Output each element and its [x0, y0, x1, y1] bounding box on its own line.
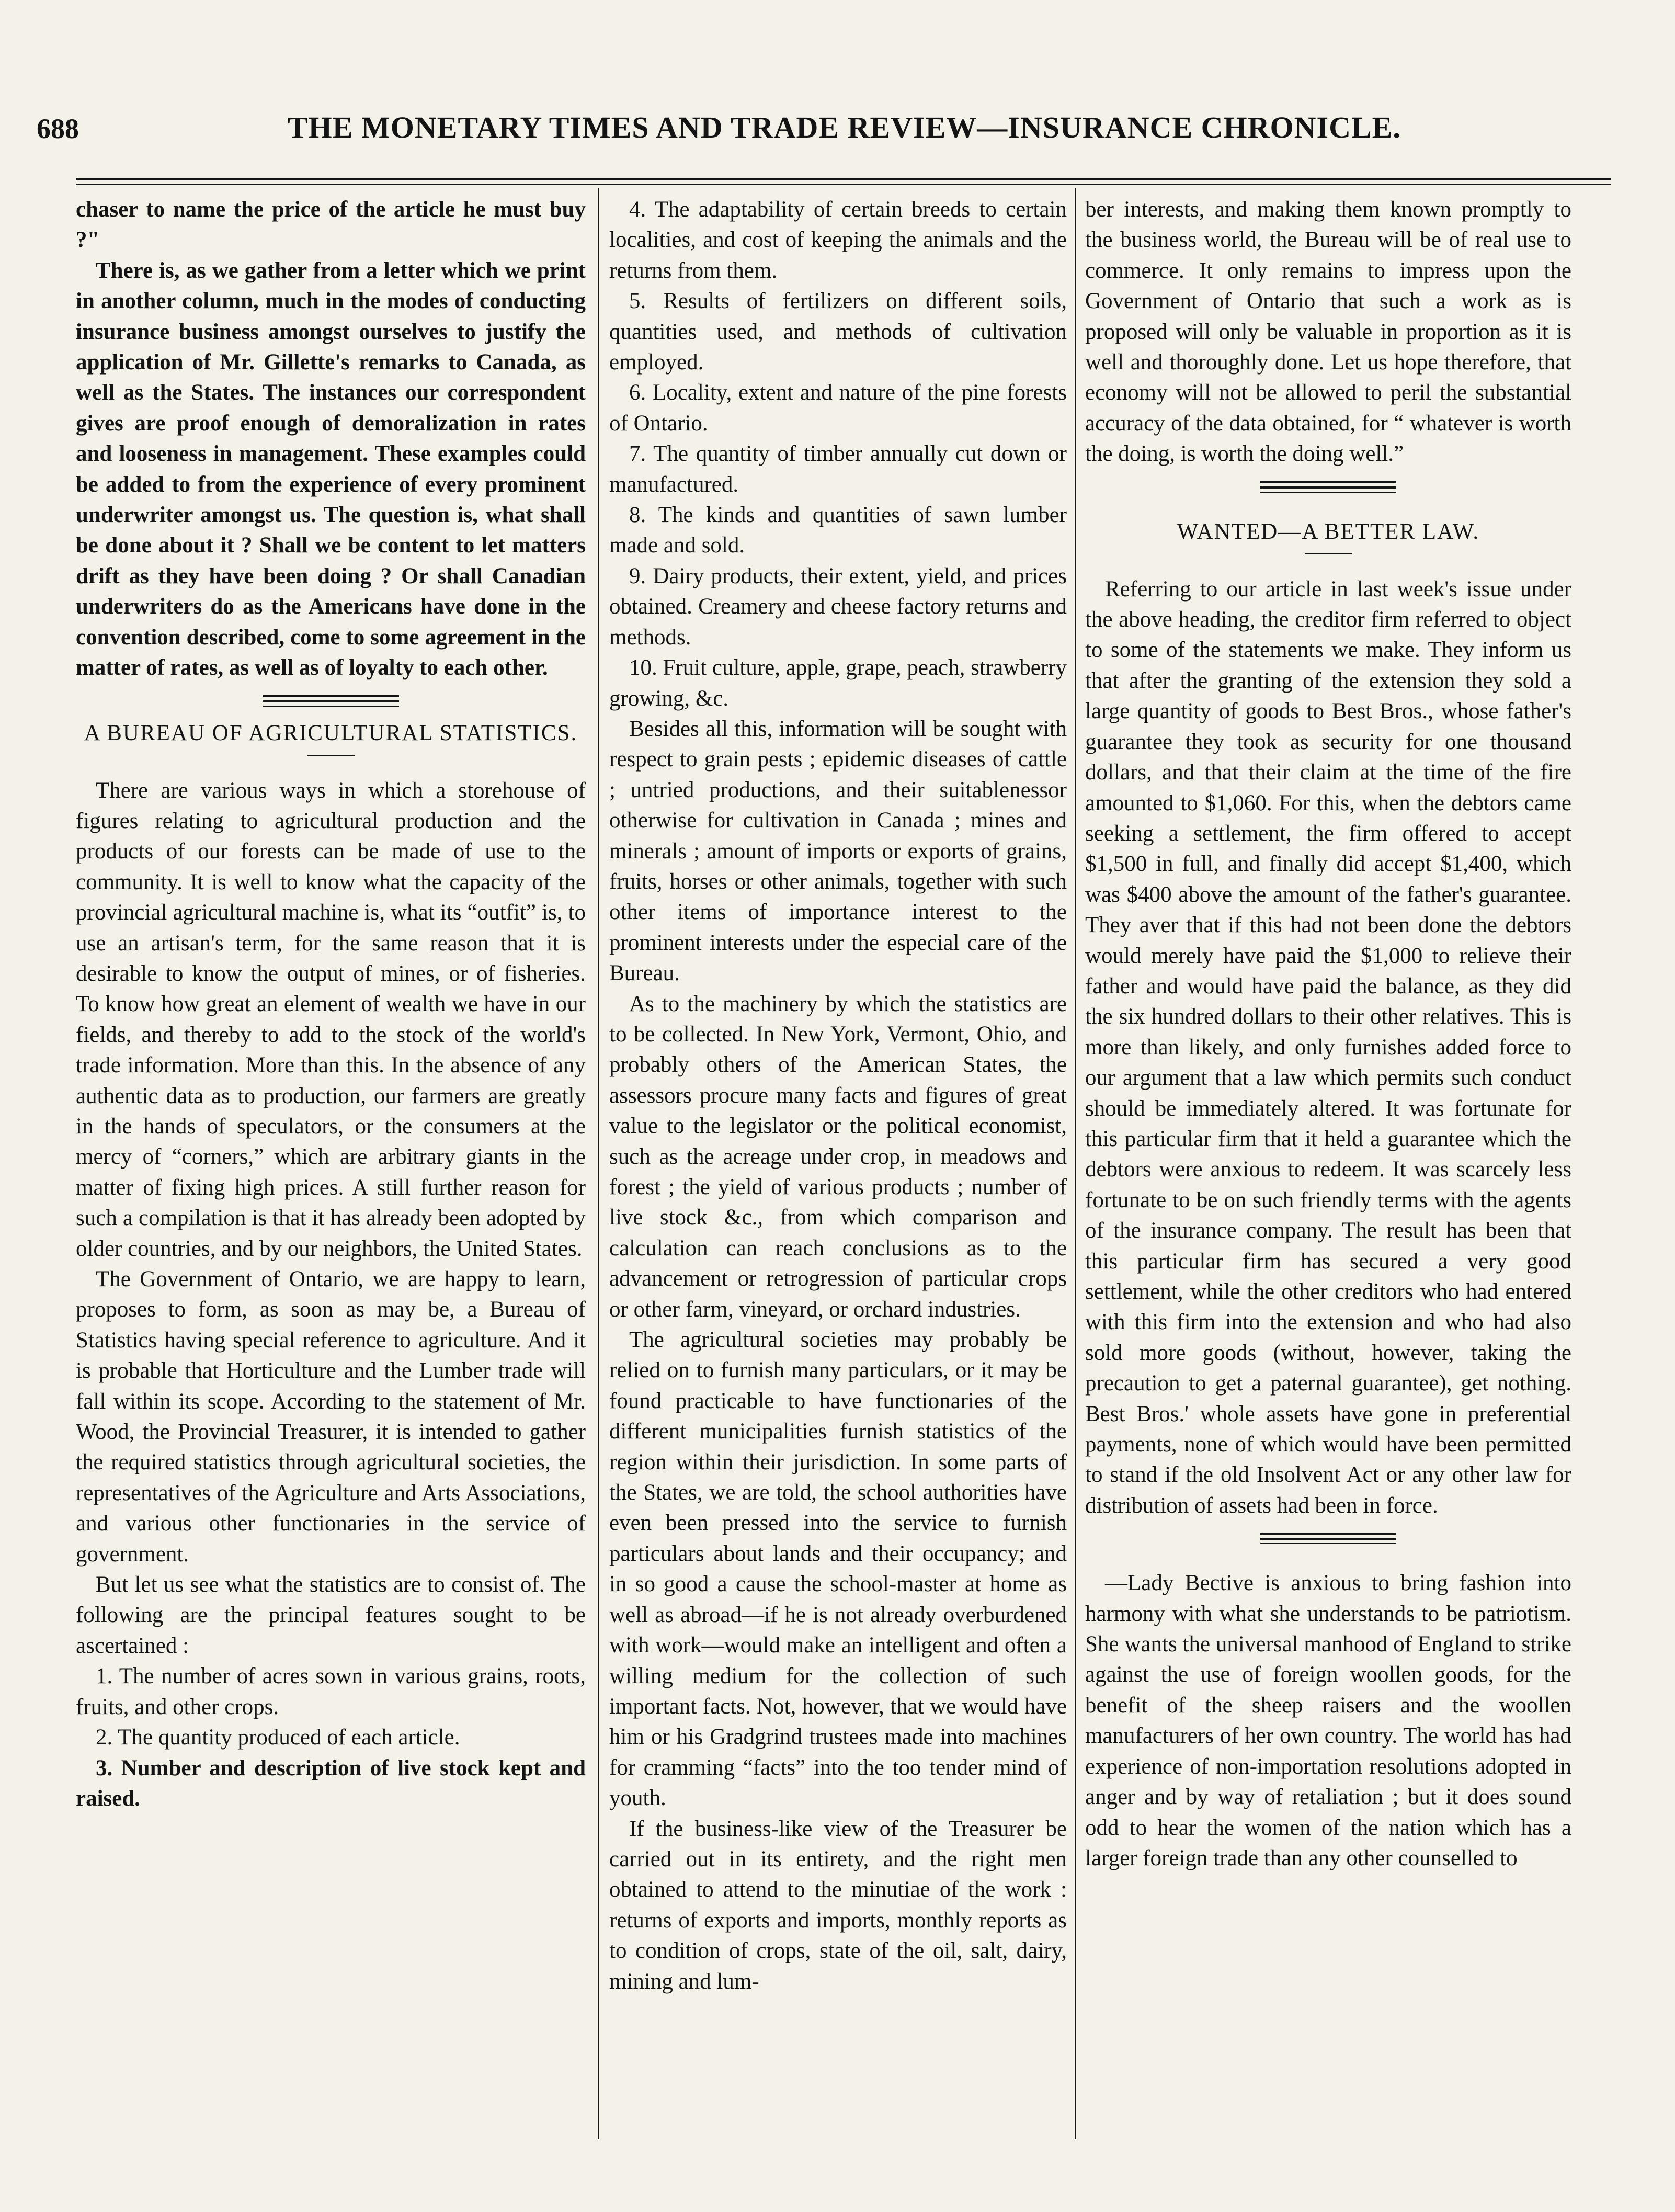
- section-separator: [263, 695, 399, 707]
- bective-paragraph: —Lady Bective is anxious to bring fashion into harmony with what she understands to be patriotism. She wants the universal manhood of England to strike against the use of foreign woollen goods, for the benefit of the sheep raisers and the woollen manufacturers of her own country. The world has had experience of non-importation resolutions adopted in anger and by way of retaliation ; but it does sound odd to hear the women of the nation which has a larger foreign trade than any other counselled to: [1085, 1571, 1571, 1870]
- column-1: [76, 195, 586, 2130]
- feature-item-7: 7. The quantity of timber annually cut down or manufactured.: [609, 441, 1067, 497]
- column-2: [609, 195, 1067, 2130]
- bureau-paragraph-3: But let us see what the statistics are to consist of. The following are the principal features sought to be ascertained :: [76, 1572, 586, 1658]
- column-divider: [598, 188, 599, 2139]
- feature-item-8: 8. The kinds and quantities of sawn lumber made and sold.: [609, 503, 1067, 558]
- feature-item-3: 3. Number and description of live stock kept and raised.: [76, 1755, 586, 1811]
- bureau-paragraph-5: As to the machinery by which the statistics are to be collected. In New York, Vermont, Ohio, and probably others of the American States, the assessors procure many facts and figures of great value to the legislator or the political economist, such as the acreage under crop, in meadows and forest ; the yield of various products ; number of live stock &c., from which comparison and calculation can reach conclusions as to the advancement or retrogression of particular crops or other farm, vineyard, or orchard industries.: [609, 991, 1067, 1322]
- header-rule: [76, 178, 1611, 180]
- feature-item-2: 2. The quantity produced of each article.: [96, 1725, 460, 1750]
- bureau-continuation: ber interests, and making them known promptly to the business world, the Bureau will be of real use to commerce. It only remains to impress upon the Government of Ontario that such a work as is proposed will only be valuable in proportion as it is well and thoroughly done. Let us hope therefore, that economy will not be allowed to peril the substantial accuracy of the data obtained, for “ whatever is worth the doing, is worth the doing well.”: [1085, 197, 1571, 467]
- bureau-paragraph-7: If the business-like view of the Treasurer be carried out in its entirety, and the right men obtained to attend to the minutiae of the work : returns of exports and imports, monthly reports as to condition of crops, state of the oil, salt, dairy, mining and lum-: [609, 1816, 1067, 1994]
- column-divider: [1075, 188, 1076, 2139]
- insurance-paragraph: There is, as we gather from a letter which we print in another column, much in the modes of conducting insurance business amongst ourselves to justify the application of Mr. Gillette's remarks to Canada, as well as the States. The instances our correspondent gives are proof enough of demoralization in rates and looseness in management. These examples could be added to from the experience of every prominent underwriter amongst us. The question is, what shall be done about it ? Shall we be content to let matters drift as they have been doing ? Or shall Canadian underwriters do as the Americans have done in the convention described, come to some agreement in the matter of rates, as well as of loyalty to each other.: [76, 258, 586, 680]
- law-heading: WANTED—A BETTER LAW.: [1177, 519, 1480, 544]
- page-number: 688: [37, 113, 79, 144]
- feature-item-10: 10. Fruit culture, apple, grape, peach, strawberry growing, &c.: [609, 655, 1067, 711]
- feature-item-1: 1. The number of acres sown in various grains, roots, fruits, and other crops.: [76, 1664, 586, 1719]
- feature-item-9: 9. Dairy products, their extent, yield, and prices obtained. Creamery and cheese factory returns and methods.: [609, 563, 1067, 650]
- feature-item-4: 4. The adaptability of certain breeds to certain localities, and cost of keeping the animals and the returns from them.: [609, 197, 1067, 283]
- feature-item-5: 5. Results of fertilizers on different soils, quantities used, and methods of cultivation employed.: [609, 289, 1067, 375]
- intro-continuation: chaser to name the price of the article he must buy ?": [76, 197, 586, 253]
- page-header: [37, 107, 1611, 154]
- section-separator: [1260, 1533, 1396, 1544]
- section-separator: [1260, 481, 1396, 493]
- heading-rule: [307, 755, 355, 756]
- feature-item-6: 6. Locality, extent and nature of the pine forests of Ontario.: [609, 380, 1067, 436]
- masthead: THE MONETARY TIMES AND TRADE REVIEW—INSURANCE CHRONICLE.: [288, 110, 1401, 144]
- column-3: [1085, 195, 1571, 2130]
- heading-rule: [1305, 553, 1352, 554]
- header-rule-thin: [76, 184, 1611, 185]
- bureau-paragraph-4: Besides all this, information will be sought with respect to grain pests ; epidemic diseases of cattle ; untried productions, and their suitablenessor otherwise for cultivation in Canada ; mines and minerals ; amount of imports or exports of grains, fruits, horses or other animals, together with such other items of importance interest to the prominent interests under the especial care of the Bureau.: [609, 716, 1067, 986]
- bureau-heading: A BUREAU OF AGRICULTURAL STATISTICS.: [84, 720, 578, 745]
- bureau-paragraph-1: There are various ways in which a storehouse of figures relating to agricultural production and the products of our forests can be made of use to the community. It is well to know what the capacity of the provincial agricultural machine is, what its “outfit” is, to use an artisan's term, for the same reason that it is desirable to know the output of mines, or of fisheries. To know how great an element of wealth we have in our fields, and thereby to add to the stock of the world's trade information. More than this. In the absence of any authentic data as to production, our farmers are greatly in the hands of speculators, or the consumers at the mercy of “corners,” which are arbitrary giants in the matter of fixing high prices. A still further reason for such a compilation is that it has already been adopted by older countries, and by our neighbors, the United States.: [76, 778, 586, 1261]
- bureau-paragraph-6: The agricultural societies may probably be relied on to furnish many particulars, or it may be found practicable to have functionaries of the different municipalities furnish statistics of the region within their jurisdiction. In some parts of the States, we are told, the school authorities have even been pressed into the service to furnish particulars about lands and their occupancy; and in so good a cause the school-master at home as well as abroad—if he is not already overburdened with work—would make an intelligent and often a willing medium for the collection of such important facts. Not, however, that we would have him or his Gradgrind trustees made into machines for cramming “facts” into the too tender mind of youth.: [609, 1328, 1067, 1811]
- bureau-paragraph-2: The Government of Ontario, we are happy to learn, proposes to form, as soon as may be, a Bureau of Statistics having special reference to agriculture. And it is probable that Horticulture and the Lumber trade will fall within its scope. According to the statement of Mr. Wood, the Provincial Treasurer, it is intended to gather the required statistics through agricultural societies, the representatives of the Agriculture and Arts Associations, and various other functionaries in the service of government.: [76, 1267, 586, 1567]
- law-paragraph: Referring to our article in last week's issue under the above heading, the creditor firm referred to object to some of the statements we make. They inform us that after the granting of the extension they sold a large quantity of goods to Best Bros., whose father's guarantee they took as security for one thousand dollars, and that their claim at the time of the fire amounted to $1,060. For this, when the debtors came seeking a settlement, the firm offered to accept $1,500 in full, and finally did accept $1,400, which was $400 above the amount of the father's guarantee. They aver that if this had not been done the debtors would merely have paid the $1,000 to relieve their father and would have paid the balance, as they did the six hundred dollars to their other relatives. This is more than likely, and only furnishes added force to our argument that a law which permits such conduct should be immediately altered. It was fortunate for this particular firm that it held a guarantee which the debtors were anxious to redeem. It was scarcely less fortunate to be on such friendly terms with the agents of the insurance company. The result has been that this particular firm has secured a very good settlement, while the other creditors who had entered with this firm into the extension and who had also sold more goods (without, however, taking the precaution to get a paternal guarantee), get nothing. Best Bros.' whole assets have gone in preferential payments, none of which would have been permitted to stand if the old Insolvent Act or any other law for distribution of assets had been in force.: [1085, 576, 1571, 1518]
